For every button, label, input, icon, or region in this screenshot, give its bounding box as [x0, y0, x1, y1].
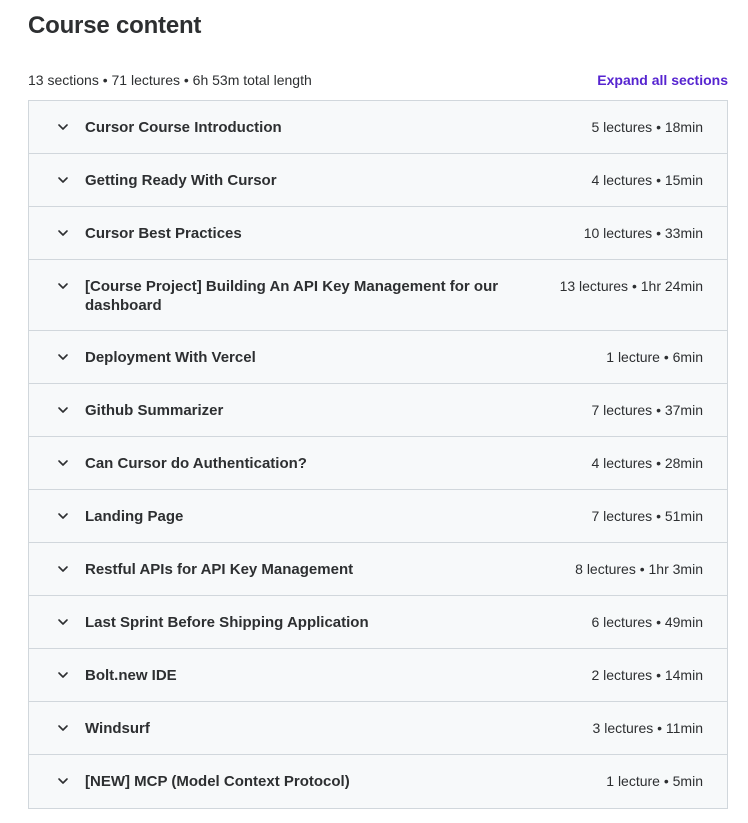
- section-meta: 10 lectures • 33min: [583, 225, 703, 241]
- section-meta: 7 lectures • 51min: [591, 508, 703, 524]
- section-row[interactable]: [29, 755, 727, 808]
- section-meta: 6 lectures • 49min: [591, 614, 703, 630]
- section-row[interactable]: [29, 437, 727, 490]
- section-row[interactable]: [29, 649, 727, 702]
- section-row[interactable]: [29, 101, 727, 154]
- section-row[interactable]: [29, 490, 727, 543]
- section-title: Cursor Best Practices: [85, 225, 242, 242]
- section-row[interactable]: [29, 702, 727, 755]
- expand-all-sections-button[interactable]: Expand all sections: [597, 72, 728, 88]
- section-meta: 8 lectures • 1hr 3min: [575, 561, 703, 577]
- chevron-down-icon: [57, 775, 69, 787]
- section-meta: 1 lecture • 6min: [606, 349, 703, 365]
- chevron-down-icon: [57, 404, 69, 416]
- chevron-down-icon: [57, 227, 69, 239]
- section-row[interactable]: [29, 154, 727, 207]
- chevron-down-icon: [57, 563, 69, 575]
- section-title: Getting Ready With Cursor: [85, 172, 277, 189]
- section-title: Github Summarizer: [85, 402, 224, 419]
- section-title: [NEW] MCP (Model Context Protocol): [85, 773, 350, 790]
- section-meta: 2 lectures • 14min: [591, 667, 703, 683]
- section-meta: 1 lecture • 5min: [606, 773, 703, 789]
- page-title: Course content: [28, 12, 202, 39]
- section-title: Landing Page: [85, 508, 184, 525]
- section-row[interactable]: [29, 543, 727, 596]
- section-row[interactable]: [29, 384, 727, 437]
- chevron-down-icon: [57, 669, 69, 681]
- section-title: Windsurf: [85, 720, 150, 737]
- section-row[interactable]: [29, 331, 727, 384]
- section-meta: 5 lectures • 18min: [591, 119, 703, 135]
- section-title: Deployment With Vercel: [85, 349, 256, 366]
- section-row[interactable]: [29, 207, 727, 260]
- chevron-down-icon: [57, 616, 69, 628]
- section-row[interactable]: [29, 596, 727, 649]
- chevron-down-icon: [57, 280, 69, 292]
- section-title: [Course Project] Building An API Key Management for our dashboard: [85, 278, 499, 314]
- chevron-down-icon: [57, 174, 69, 186]
- chevron-down-icon: [57, 722, 69, 734]
- chevron-down-icon: [57, 121, 69, 133]
- course-summary: 13 sections • 71 lectures • 6h 53m total length: [28, 72, 312, 88]
- sections-accordion: [28, 100, 728, 809]
- section-title: Can Cursor do Authentication?: [85, 455, 307, 472]
- section-meta: 13 lectures • 1hr 24min: [559, 278, 703, 294]
- section-meta: 3 lectures • 11min: [592, 720, 703, 736]
- chevron-down-icon: [57, 351, 69, 363]
- chevron-down-icon: [57, 510, 69, 522]
- chevron-down-icon: [57, 457, 69, 469]
- section-meta: 4 lectures • 28min: [591, 455, 703, 471]
- section-title: Restful APIs for API Key Management: [85, 561, 354, 578]
- course-summary-row: [28, 70, 728, 90]
- section-meta: 7 lectures • 37min: [591, 402, 703, 418]
- section-meta: 4 lectures • 15min: [591, 172, 703, 188]
- section-title: Cursor Course Introduction: [85, 119, 282, 136]
- section-title: Last Sprint Before Shipping Application: [85, 614, 369, 631]
- section-title: Bolt.new IDE: [85, 667, 177, 684]
- section-row[interactable]: [29, 260, 727, 331]
